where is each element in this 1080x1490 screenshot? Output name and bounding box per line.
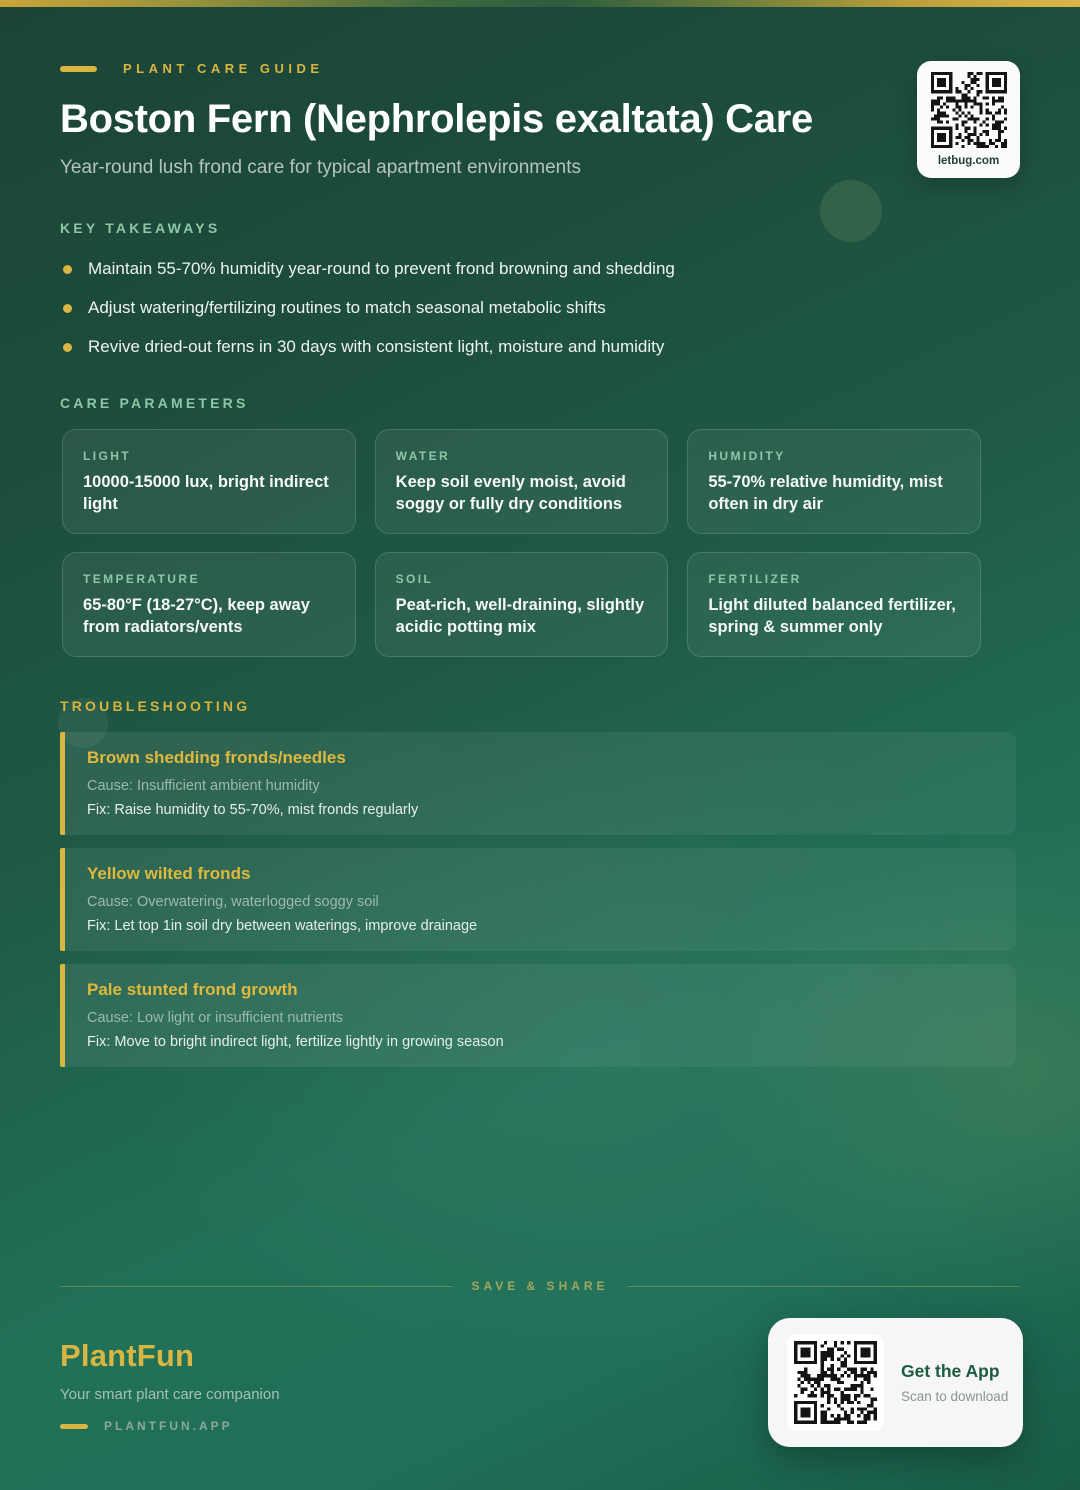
takeaway-list xyxy=(60,258,1020,358)
site-dash xyxy=(60,1424,88,1429)
key-takeaways-heading: KEY TAKEAWAYS xyxy=(60,220,221,236)
takeaway-text: Revive dried-out ferns in 30 days with consistent light, moisture and humidity xyxy=(88,337,665,356)
troubleshooting-heading: TROUBLESHOOTING xyxy=(60,698,251,714)
save-share-label: SAVE & SHARE xyxy=(471,1279,609,1293)
brand-name: PlantFun xyxy=(60,1338,195,1373)
brand-block xyxy=(60,1338,280,1433)
troubleshooting-list xyxy=(60,732,1020,1067)
takeaway-item xyxy=(60,297,1020,319)
page-subtitle: Year-round lush frond care for typical apartment environments xyxy=(60,157,582,178)
care-card-label: HUMIDITY xyxy=(708,449,786,463)
takeaway-text: Maintain 55-70% humidity year-round to prevent frond browning and shedding xyxy=(88,259,675,278)
issue-fix: Fix: Raise humidity to 55-70%, mist fronds regularly xyxy=(87,802,419,818)
issue-cause: Cause: Low light or insufficient nutrients xyxy=(87,1010,344,1026)
care-card-label: WATER xyxy=(395,449,451,463)
issue-title: Brown shedding fronds/needles xyxy=(87,748,346,767)
qr-code xyxy=(794,1341,877,1424)
page-title: Boston Fern (Nephrolepis exaltata) Care xyxy=(60,97,813,141)
bullet-dot-icon xyxy=(63,343,72,352)
eyebrow-dash xyxy=(60,66,97,72)
issue-card-brown-fronds xyxy=(60,732,1016,835)
care-card-humidity xyxy=(687,429,981,534)
brand-tagline: Your smart plant care companion xyxy=(60,1386,280,1403)
divider-line xyxy=(60,1286,453,1287)
care-card-temperature xyxy=(62,552,356,657)
care-card-soil xyxy=(375,552,669,657)
bullet-dot-icon xyxy=(63,265,72,274)
qr-url-label: letbug.com xyxy=(937,155,1000,167)
care-card-text: 65-80°F (18-27°C), keep away from radiators/vents xyxy=(83,596,310,636)
issue-title: Pale stunted frond growth xyxy=(87,980,298,999)
get-app-title: Get the App xyxy=(901,1361,1000,1381)
care-card-light xyxy=(62,429,356,534)
top-accent-bar xyxy=(0,0,1080,7)
care-parameters-grid xyxy=(62,429,981,657)
care-card-label: SOIL xyxy=(395,572,434,586)
issue-cause: Cause: Overwatering, waterlogged soggy soil xyxy=(87,894,379,910)
issue-card-yellow-fronds xyxy=(60,848,1016,951)
issue-title: Yellow wilted fronds xyxy=(87,864,251,883)
issue-cause: Cause: Insufficient ambient humidity xyxy=(87,778,320,794)
eyebrow-label: PLANT CARE GUIDE xyxy=(123,61,324,76)
get-app-subtitle: Scan to download xyxy=(901,1389,1009,1404)
divider-line xyxy=(627,1286,1020,1287)
care-card-text: Peat-rich, well-draining, slightly acidic potting mix xyxy=(395,596,645,636)
save-share-divider xyxy=(60,1279,1020,1293)
care-card-text: Keep soil evenly moist, avoid soggy or fully dry conditions xyxy=(395,473,626,513)
bullet-dot-icon xyxy=(63,304,72,313)
care-card-text: 10000-15000 lux, bright indirect light xyxy=(83,473,329,513)
care-parameters-heading: CARE PARAMETERS xyxy=(60,395,249,411)
care-card-label: TEMPERATURE xyxy=(83,572,200,586)
care-card-text: Light diluted balanced fertilizer, spring & summer only xyxy=(708,596,956,636)
takeaway-item xyxy=(60,258,1020,280)
care-card-fertilizer xyxy=(687,552,981,657)
takeaway-item xyxy=(60,336,1020,358)
issue-card-pale-growth xyxy=(60,964,1016,1067)
issue-fix: Fix: Move to bright indirect light, fertilize lightly in growing season xyxy=(87,1034,504,1050)
care-card-label: LIGHT xyxy=(83,449,131,463)
takeaway-text: Adjust watering/fertilizing routines to match seasonal metabolic shifts xyxy=(88,298,606,317)
get-app-card xyxy=(768,1318,1023,1447)
header-eyebrow-row xyxy=(60,61,1020,76)
issue-fix: Fix: Let top 1in soil dry between waterings, improve drainage xyxy=(87,918,478,934)
footer-qr-tile xyxy=(787,1334,884,1431)
brand-site-url: PLANTFUN.APP xyxy=(104,1419,233,1433)
care-card-water xyxy=(375,429,669,534)
care-card-text: 55-70% relative humidity, mist often in dry air xyxy=(708,473,943,513)
care-card-label: FERTILIZER xyxy=(708,572,802,586)
app-card-text xyxy=(901,1361,1008,1404)
brand-site-row xyxy=(60,1419,280,1433)
